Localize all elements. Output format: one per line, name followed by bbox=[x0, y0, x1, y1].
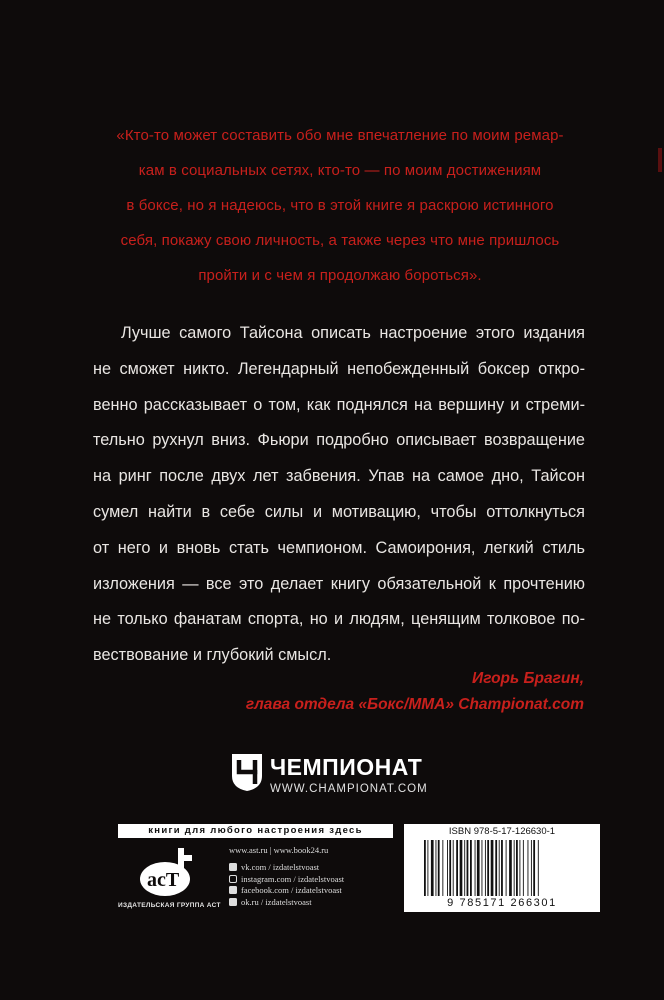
signature-role: глава отдела «Бокс/ММА» Championat.com bbox=[245, 696, 584, 713]
isbn-barcode-box bbox=[404, 824, 600, 912]
odnoklassniki-icon bbox=[229, 898, 237, 906]
signature bbox=[164, 666, 584, 718]
description-line: не сможет никто. Легендарный непобежденный боксер откро- bbox=[93, 359, 585, 378]
social-link-vk[interactable] bbox=[229, 862, 399, 874]
quote-line: кам в социальных сетях, кто-то — по моим достижениям bbox=[138, 162, 542, 179]
social-link-text: ok.ru / izdatelstvoast bbox=[241, 896, 312, 907]
quote-line: в боксе, но я надеюсь, что в этой книге я раскрою истинного bbox=[126, 197, 554, 214]
book-description bbox=[93, 316, 585, 674]
description-line: сумел найти в себе силы и мотивацию, чтобы оттолкнуться bbox=[93, 502, 585, 521]
quote-line: «Кто-то может составить обо мне впечатление по моим ремар- bbox=[116, 127, 564, 144]
publisher-block bbox=[118, 824, 600, 916]
social-link-text: instagram.com / izdatelstvoast bbox=[241, 873, 345, 884]
description-line: на ринг после двух лет забвения. Упав на самое дно, Тайсон bbox=[93, 467, 585, 486]
description-line: не только фанатам спорта, но и людям, ценящим толковое по- bbox=[93, 610, 585, 629]
quote-line: пройти и с чем я продолжаю бороться». bbox=[198, 267, 482, 284]
publisher-links bbox=[229, 844, 399, 908]
edge-mark bbox=[658, 148, 662, 172]
description-line: вествование и глубокий смысл. bbox=[93, 646, 332, 665]
publisher-sites: www.ast.ru | www.book24.ru bbox=[229, 845, 329, 855]
social-link-facebook[interactable] bbox=[229, 885, 399, 897]
description-line: венно рассказывает о том, как поднялся на вершину и стреми- bbox=[93, 395, 585, 414]
description-line: от него и вновь стать чемпионом. Самоирония, легкий стиль bbox=[93, 538, 585, 557]
barcode-digits: 9 785171 266301 bbox=[447, 897, 557, 909]
social-link-text: vk.com / izdatelstvoast bbox=[241, 862, 320, 872]
facebook-icon bbox=[229, 886, 237, 894]
pull-quote bbox=[70, 118, 610, 293]
description-line: изложения — все это делает книгу обязательной к прочтению bbox=[93, 574, 585, 593]
isbn-number: ISBN 978-5-17-126630-1 bbox=[448, 826, 556, 837]
instagram-icon bbox=[229, 875, 237, 883]
ast-logo-icon bbox=[138, 846, 200, 898]
social-link-instagram[interactable] bbox=[229, 874, 399, 886]
barcode-image bbox=[422, 840, 582, 896]
championat-name: ЧЕМПИОНАТ bbox=[270, 754, 423, 780]
description-line: Лучше самого Тайсона описать настроение этого издания bbox=[121, 324, 585, 342]
vk-icon bbox=[229, 863, 237, 871]
quote-line: себя, покажу свою личность, а также через что мне пришлось bbox=[120, 232, 560, 249]
signature-name: Игорь Брагин, bbox=[472, 670, 584, 687]
championat-shield-icon bbox=[230, 752, 264, 792]
social-link-ok[interactable] bbox=[229, 897, 399, 909]
championat-url: WWW.CHAMPIONAT.COM bbox=[270, 783, 428, 795]
description-line: тельно рухнул вниз. Фьюри подробно описывает возвращение bbox=[93, 431, 585, 450]
publisher-caption: ИЗДАТЕЛЬСКАЯ ГРУППА АСТ bbox=[118, 902, 221, 909]
svg-text:acT: acT bbox=[147, 869, 180, 891]
social-link-text: facebook.com / izdatelstvoast bbox=[241, 885, 342, 895]
championat-logo-block bbox=[230, 752, 440, 804]
publisher-slogan: книги для любого настроения здесь bbox=[118, 824, 393, 838]
